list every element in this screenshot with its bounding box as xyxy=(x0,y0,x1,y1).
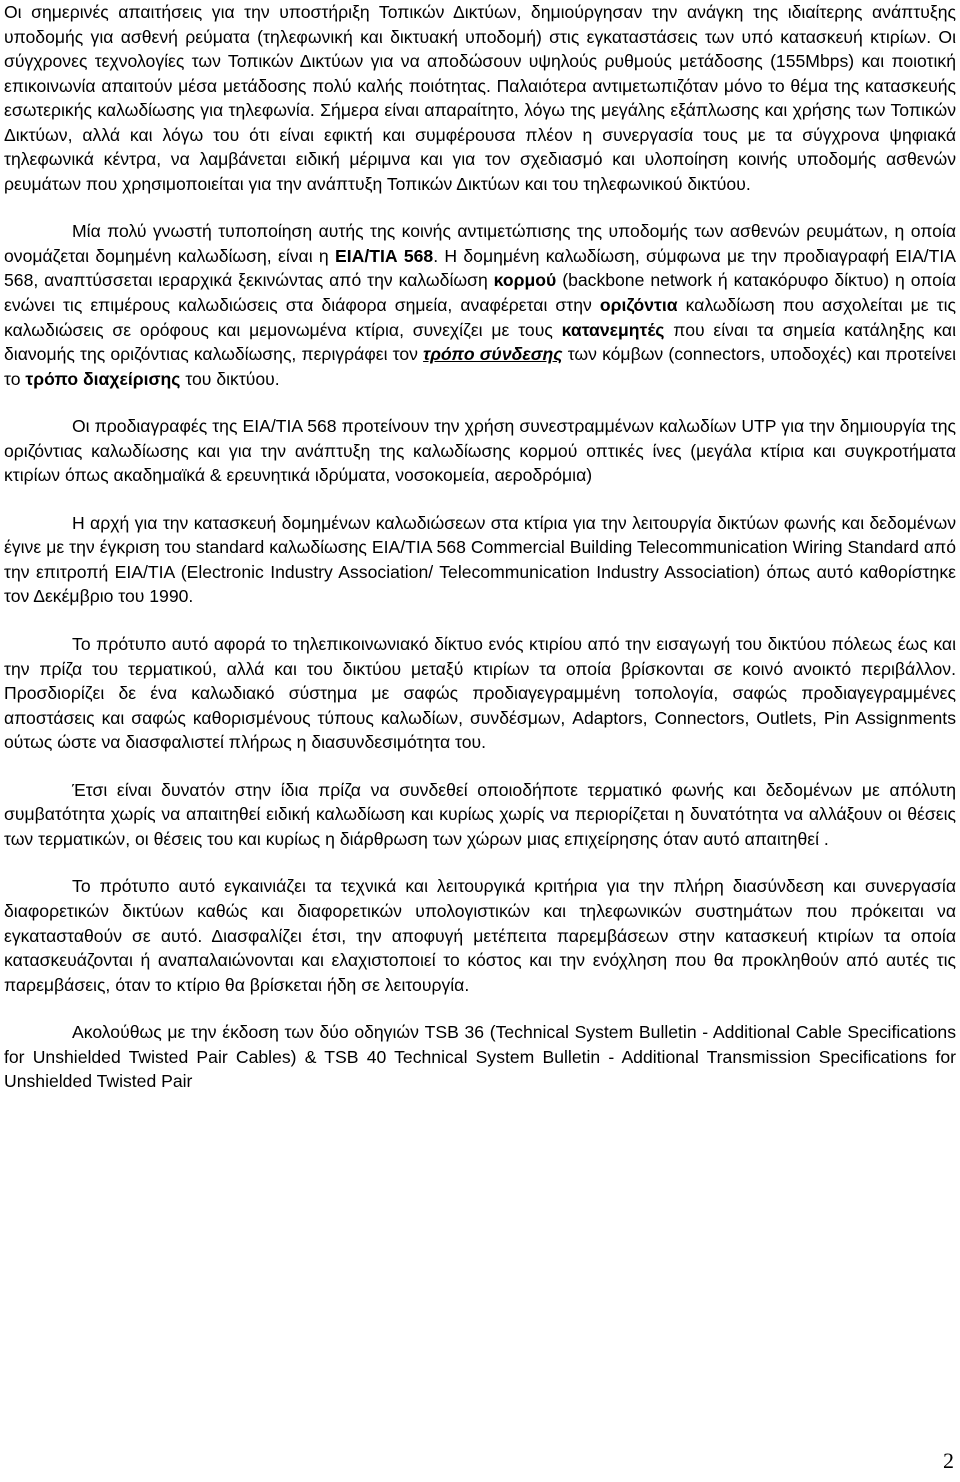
paragraph-standard-scope xyxy=(4,632,956,755)
paragraph-local-networks xyxy=(4,0,956,196)
bold-term-eia-tia: ΕΙΑ/ΤΙΑ 568 xyxy=(334,245,434,266)
bold-term-backbone: κορμού xyxy=(493,270,557,291)
bold-term-connection-method xyxy=(423,344,563,364)
paragraph-text: του δικτύου. xyxy=(180,368,280,389)
paragraph-text: καλωδίωση που ασχολείται με τις καλωδιώσεις σε ορόφους και μεμονωμένα κτίρια, συνεχίζει με τους xyxy=(4,295,956,340)
paragraph-text: των κόμβων (connectors, υποδοχές) και προτείνει το xyxy=(4,344,956,389)
bold-term-distributors: κατανεμητές xyxy=(561,319,665,340)
paragraph-text: Η αρχή για την κατασκευή δομημένων καλωδιώσεων στα κτίρια για την λειτουργία δικτύων φωνής και δεδομένων έγινε με την έγκριση του standard καλωδίωσης ΕΙΑ/ΤΙΑ 568 Commercial Building Telecommunication Wiring Standard από την επιτροπή ΕΙΑ/ΤΙΑ (Electronic Industry Association/ Telecommunication Industry Association) όπως αυτό καθορίστηκε τον Δεκέμβριο του 1990. xyxy=(4,512,956,607)
paragraph-criteria xyxy=(4,874,956,997)
page-number: 2 xyxy=(943,1448,954,1473)
paragraph-utp-specs xyxy=(4,414,956,488)
paragraph-text: Το πρότυπο αυτό εγκαινιάζει τα τεχνικά και λειτουργικά κριτήρια για την πλήρη διασύνδεση και συνεργασία διαφορετικών δικτύων καθώς και διαφορετικών υπολογιστικών και τηλεφωνικών συστημάτων που πρόκειται να εγκατασταθούν σε αυτό. Διασφαλίζει έτσι, την αποφυγή μετέπειτα παρεμβάσεων στην κατασκευή κτιρίων τα οποία κατασκευάζονται ή αναπαλαιώνονται και ελαχιστοποιεί το κόστος και την ενόχληση που θα προκληθούν από αυτές τις παρεμβάσεις, όταν το κτίριο θα βρίσκεται ήδη σε λειτουργία. xyxy=(4,876,956,995)
paragraph-tsb-bulletins xyxy=(4,1020,956,1094)
paragraph-standard-origin xyxy=(4,511,956,609)
document-body xyxy=(4,0,956,1094)
paragraph-text: Ακολούθως με την έκδοση των δύο οδηγιών TSB 36 (Technical System Bulletin - Additional Cable Specifications for Unshielded Twisted Pair Cables) & TSB 40 Technical System Bulletin - Additional Transmission Specifications for Unshielded Twisted Pair xyxy=(4,1022,956,1092)
paragraph-text: Οι σημερινές απαιτήσεις για την υποστήριξη Τοπικών Δικτύων, δημιούργησαν την ανάγκη της ιδιαίτερης ανάπτυξης υποδομής για ασθενή ρεύματα (τηλεφωνική και δικτυακή υποδομή) στις εγκαταστάσεις των υπό κατασκευή κτιρίων. Οι σύγχρονες τεχνολογίες των Τοπικών Δικτύων για να αποδώσουν υψηλούς ρυθμούς μετάδοσης (155Mbps) και ποιοτική επικοινωνία απαιτούν μέσα μετάδοσης πολύ καλής ποιότητας. Παλαιότερα αντιμετωπιζόταν μόνο το θέμα της κατασκευής εσωτερικής καλωδίωσης για τηλεφωνία. Σήμερα είναι απαραίτητο, λόγω της μεγάλης εξάπλωσης και χρήσης των Τοπικών Δικτύων, αλλά και λόγω του ότι είναι εφικτή και συμφέρουσα πλέον η συνεργασία τους με τα σύγχρονα ψηφιακά τηλεφωνικά κέντρα, να λαμβάνεται ειδική μέριμνα και για τον σχεδιασμό και υλοποίηση κοινής υποδομής ασθενών ρευμάτων που χρησιμοποιείται για την ανάπτυξη Τοπικών Δικτύων και του τηλεφωνικού δικτύου. xyxy=(4,2,956,194)
paragraph-eia-tia-568 xyxy=(4,219,956,391)
paragraph-text: που είναι τα σημεία κατάληξης και διανομής της οριζόντιας καλωδίωσης, περιγράφει τον xyxy=(4,319,956,365)
paragraph-text: Το πρότυπο αυτό αφορά το τηλεπικοινωνιακό δίκτυο ενός κτιρίου από την εισαγωγή του δικτύου πόλεως έως και την πρίζα του τερματικού, αλλά και του δικτύου μεταξύ κτιρίων τα οποία βρίσκονται σε κοινό ανοικτό περιβάλλον. Προσδιορίζει δε ένα καλωδιακό σύστημα με σαφώς προδιαγεγραμμένη τοπολογία, σαφώς προδιαγεγραμμένες αποστάσεις και σαφώς καθορισμένους τύπους καλωδίων, συνδέσμων, Adaptors, Connectors, Outlets, Pin Assignments ούτως ώστε να διασφαλιστεί πλήρως η διασυνδεσιμότητα του. xyxy=(4,634,956,753)
paragraph-text: (backbone network ή κατακόρυφο δίκτυο) η οποία ενώνει τις επιμέρους καλωδιώσεις στα διάφορα σημεία, αναφέρεται στην xyxy=(4,270,956,316)
paragraph-text: Μία πολύ γνωστή τυποποίηση αυτής της κοινής αντιμετώπισης της υποδομής των ασθενών ρευμάτων, η οποία ονομάζεται δομημένη καλωδίωση, είναι η xyxy=(4,221,956,266)
paragraph-text: Έτσι είναι δυνατόν στην ίδια πρίζα να συνδεθεί οποιοδήποτε τερματικό φωνής και δεδομένων με απόλυτη συμβατότητα χωρίς να απαιτηθεί ειδική καλωδίωση και κυρίως χωρίς να περιορίζεται η δυνατότητα να αλλάξουν οι θέσεις των τερματικών, οι θέσεις του και κυρίως η διάρθρωση των χώρων μιας επιχείρησης όταν αυτό απαιτηθεί . xyxy=(4,779,956,849)
underlined-term: τρόπο σύνδεσης xyxy=(423,344,563,365)
bold-term-horizontal: οριζόντια xyxy=(599,295,678,316)
bold-term-management: τρόπο διαχείρισης xyxy=(25,368,181,389)
paragraph-text: . Η δομημένη καλωδίωση, σύμφωνα με την προδιαγραφή ΕΙΑ/ΤΙΑ 568, αναπτύσσεται ιεραρχικά ξεκινώντας από την καλωδίωση xyxy=(4,245,956,291)
paragraph-text: Οι προδιαγραφές της ΕΙΑ/ΤΙΑ 568 προτείνουν την χρήση συνεστραμμένων καλωδίων UTP για την δημιουργία της οριζόντιας καλωδίωσης και για την ανάπτυξη της καλωδίωσης κορμού οπτικές ίνες (μεγάλα κτίρια και συγκροτήματα κτιρίων όπως ακαδημαϊκά & ερευνητικά ιδρύματα, νοσοκομεία, αεροδρόμια) xyxy=(4,416,956,486)
paragraph-compatibility xyxy=(4,778,956,852)
